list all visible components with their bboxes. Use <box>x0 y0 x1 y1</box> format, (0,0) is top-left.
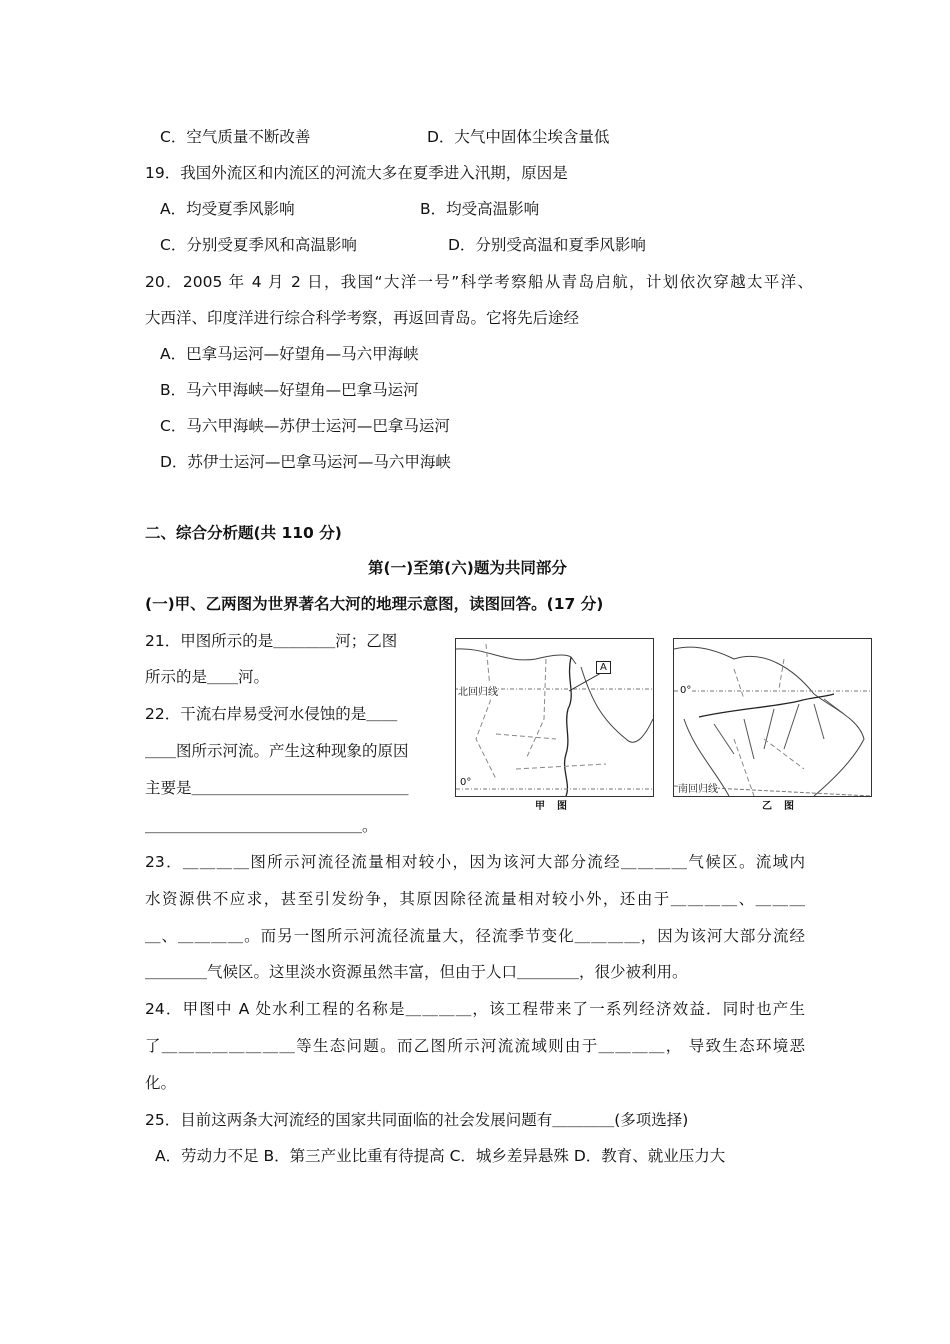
q20-option-c: C．马六甲海峡—苏伊士运河—巴拿马运河 <box>160 417 450 435</box>
q18-option-c: C．空气质量不断改善 <box>160 128 311 146</box>
q22-line1: 22．干流右岸易受河水侵蚀的是＿＿ <box>145 705 398 723</box>
nile-map-drawing <box>456 639 653 796</box>
q19-stem: 19．我国外流区和内流区的河流大多在夏季进入汛期，原因是 <box>145 164 568 182</box>
q21-line2: 所示的是＿＿河。 <box>145 668 270 686</box>
q23-line4: ＿＿＿＿气候区。这里淡水资源虽然丰富，但由于人口＿＿＿＿，很少被利用。 <box>145 963 688 981</box>
q23-line3: ＿、＿＿＿＿。而另一图所示河流径流量大，径流季节变化＿＿＿＿，因为该河大部分流经 <box>145 927 805 945</box>
tropic-of-cancer-label: 北回归线 <box>458 683 498 698</box>
q23-line2: 水资源供不应求，甚至引发纷争，其原因除径流量相对较小外，还由于＿＿＿＿、＿＿＿ <box>145 890 805 908</box>
q19-option-c: C．分别受夏季风和高温影响 <box>160 236 357 254</box>
marker-a: A <box>596 661 611 674</box>
amazon-map-drawing <box>674 639 871 796</box>
q24-line1: 24．甲图中 A 处水利工程的名称是＿＿＿＿，该工程带来了一系列经济效益．同时也产生 <box>145 1000 805 1018</box>
q20-option-a: A．巴拿马运河—好望角—马六甲海峡 <box>160 345 419 363</box>
q25-stem: 25．目前这两条大河流经的国家共同面临的社会发展问题有＿＿＿＿(多项选择) <box>145 1111 689 1129</box>
q24-line3: 化。 <box>145 1074 177 1092</box>
common-part-heading: 第(一)至第(六)题为共同部分 <box>368 559 567 577</box>
q24-line2: 了＿＿＿＿＿＿＿＿等生态问题。而乙图所示河流流域则由于＿＿＿＿， 导致生态环境恶 <box>145 1037 805 1055</box>
q19-option-b: B．均受高温影响 <box>420 200 540 218</box>
section-title: 二、综合分析题(共 110 分) <box>145 524 342 542</box>
q19-option-d: D．分别受高温和夏季风影响 <box>448 236 646 254</box>
q20-stem-line2: 大西洋、印度洋进行综合科学考察，再返回青岛。它将先后途经 <box>145 309 580 327</box>
q19-option-a: A．均受夏季风影响 <box>160 200 295 218</box>
q20-option-b: B．马六甲海峡—好望角—巴拿马运河 <box>160 381 419 399</box>
tropic-of-capricorn-label: 南回归线 <box>678 780 718 795</box>
equator-label: 0° <box>460 777 472 788</box>
map-nile-caption: 甲图 <box>535 801 579 812</box>
q25-options: A．劳动力不足 B．第三产业比重有待提高 C．城乡差异悬殊 D．教育、就业压力大 <box>155 1147 726 1165</box>
q22-line4: ＿＿＿＿＿＿＿＿＿＿＿＿＿＿。 <box>145 817 378 835</box>
q22-line2: ＿＿图所示河流。产生这种现象的原因 <box>145 742 409 760</box>
q21-line1: 21．甲图所示的是＿＿＿＿河；乙图 <box>145 632 398 650</box>
map-amazon <box>673 638 872 797</box>
q23-line1: 23．＿＿＿＿图所示河流径流量相对较小，因为该河大部分流经＿＿＿＿气候区。流域内 <box>145 853 805 871</box>
map-amazon-caption: 乙图 <box>762 801 806 812</box>
map-nile <box>455 638 654 797</box>
q22-line3: 主要是＿＿＿＿＿＿＿＿＿＿＿＿＿＿ <box>145 779 409 797</box>
q20-stem-line1: 20．2005 年 4 月 2 日，我国“大洋一号”科学考察船从青岛启航，计划依次穿越太平洋、 <box>145 273 813 291</box>
equator-label: 0° <box>680 685 692 696</box>
q20-option-d: D．苏伊士运河—巴拿马运河—马六甲海峡 <box>160 453 451 471</box>
q18-option-d: D．大气中固体尘埃含量低 <box>427 128 610 146</box>
part1-heading: (一)甲、乙两图为世界著名大河的地理示意图，读图回答。(17 分) <box>145 595 604 613</box>
